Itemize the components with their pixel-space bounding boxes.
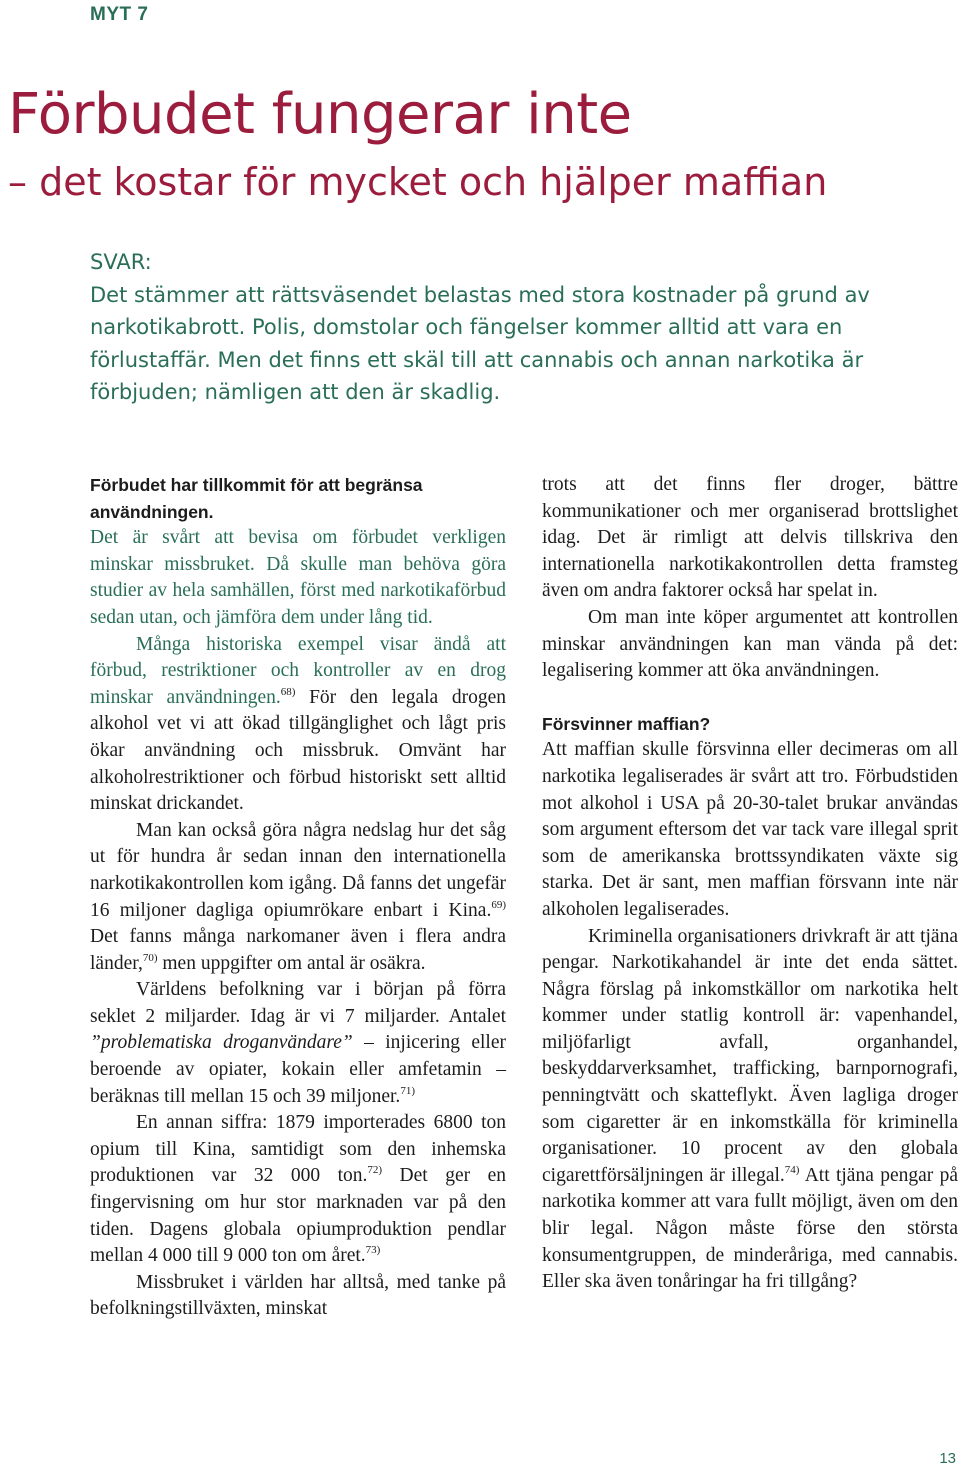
italic-term: ”problematiska droganvändare” bbox=[90, 1032, 353, 1054]
paragraph: Om man inte köper argumentet att kontrollen minskar användningen kan man vända på det: legalisering kommer att öka användningen. bbox=[542, 606, 958, 682]
footnote-ref: 71) bbox=[400, 1084, 415, 1097]
footnote-ref: 73) bbox=[365, 1244, 381, 1257]
answer-label: SVAR: bbox=[90, 250, 152, 274]
paragraph: Kriminella organisationers drivkraft är att tjäna pengar. Narkotikahandel är inte det enda sättet. Några förslag på inkomstkällor om narkotika helt kommer under statlig kontroll är: vapenhandel, miljöfarligt avfall, organhandel, beskyddarverksamhet, trafficking, barnpornografi, penningtvätt och skatteflykt. Även lagliga droger som cigaretter är en inkomstkälla för kriminella organisationer. 10 procent av den globala cigarettförsäljningen är illegal.$^{74)}$ Att tjäna pengar på narkotika kommer att vara fullt möjligt, även om den blir legal. Någon måste förse den största konsumentgruppen, de minderåriga, med cannabis. Eller ska även tonåringar ha fri tillgång? bbox=[542, 925, 958, 1293]
paragraph: Världens befolkning var i början på förra seklet 2 miljarder. Idag är vi 7 miljarder. Antalet ”problematiska droganvändare” – injicering eller beroende av opiater, kokain eller amfetamin – beräknas till mellan 15 och 39 miljoner.$^{71)}$ bbox=[90, 979, 506, 1107]
paragraph: Att maffian skulle försvinna eller decimeras om all narkotika legaliserades är svårt att tro. Förbudstiden mot alkohol i USA på 20-30-talet brukar användas som argument eftersom det var tack vare illegal sprit som de amerikanska brottssyndikaten växte sig starka. Det är sant, men maffian försvann inte när alkoholen legaliserades. bbox=[542, 739, 958, 920]
paragraph: En annan siffra: 1879 importerades 6800 ton opium till Kina, samtidigt som den inhemska produktionen var 32 000 ton.$^{72)}$ Det ger en fingervisning om hur stor marknaden var på den tiden. Dagens globala opiumproduktion pendlar mellan 4 000 till 9 000 ton om året.$^{73)}$ bbox=[90, 1112, 506, 1267]
page-number: 13 bbox=[939, 1450, 956, 1467]
section-heading-prohibition: Förbudet har tillkommit för att begränsa användningen. bbox=[90, 475, 423, 522]
section-heading-mafia: Försvinner maffian? bbox=[542, 713, 711, 734]
myth-label: MYT 7 bbox=[90, 4, 149, 25]
footnote-ref: 74) bbox=[784, 1163, 800, 1176]
footnote-ref: 72) bbox=[367, 1164, 383, 1177]
footnote-ref: 69) bbox=[491, 898, 506, 911]
answer-text: Det stämmer att rättsväsendet belastas med stora kostnader på grund av narkotikabrott. Polis, domstolar och fängelser kommer alltid att vara en förlustaffär. Men det finns ett skäl till att cannabis och annan narkotika är förbjuden; nämligen att den är skadlig. bbox=[90, 282, 870, 404]
paragraph: Det är svårt att bevisa om förbudet verkligen minskar missbruket. Då skulle man behöva göra studier av hela samhällen, först med narkotikaförbud sedan utan, och jämföra dem under lång tid. bbox=[90, 527, 506, 628]
paragraph: Många historiska exempel visar ändå att förbud, restriktioner och kontroller av en drog minskar användningen.$^{68)}$ För den legala drogen alkohol vet vi att ökad tillgänglighet och lågt pris ökar användning och missbruk. Omvänt har alkoholrestriktioner och förbud historiskt sett alltid minskat drickandet. bbox=[90, 633, 506, 815]
paragraph: Missbruket i världen har alltså, med tanke på befolkningstillväxten, minskat bbox=[90, 1271, 506, 1320]
page-title: Förbudet fungerar inte bbox=[8, 82, 632, 147]
page-subtitle: – det kostar för mycket och hjälper maffian bbox=[8, 160, 828, 204]
footnote-ref: 68) bbox=[280, 685, 296, 698]
paragraph: trots att det finns fler droger, bättre kommunikationer och mer organiserad brottslighet idag. Det är rimligt att delvis tillskriva den internationella narkotikakontrollen detta framsteg även om andra faktorer också har spelat in. bbox=[542, 474, 958, 602]
footnote-ref: 70) bbox=[142, 951, 158, 964]
answer-block bbox=[90, 246, 920, 409]
paragraph: Man kan också göra några nedslag hur det såg ut för hundra år sedan innan den internationella narkotikakontrollen kom igång. Då fanns det ungefär 16 miljoner dagliga opiumrökare enbart i Kina.$^{69)}$ Det fanns många narkomaner även i flera andra länder,$^{70)}$ men uppgifter om antal är osäkra. bbox=[90, 819, 506, 974]
left-column bbox=[90, 472, 506, 1323]
right-column bbox=[542, 472, 958, 1296]
